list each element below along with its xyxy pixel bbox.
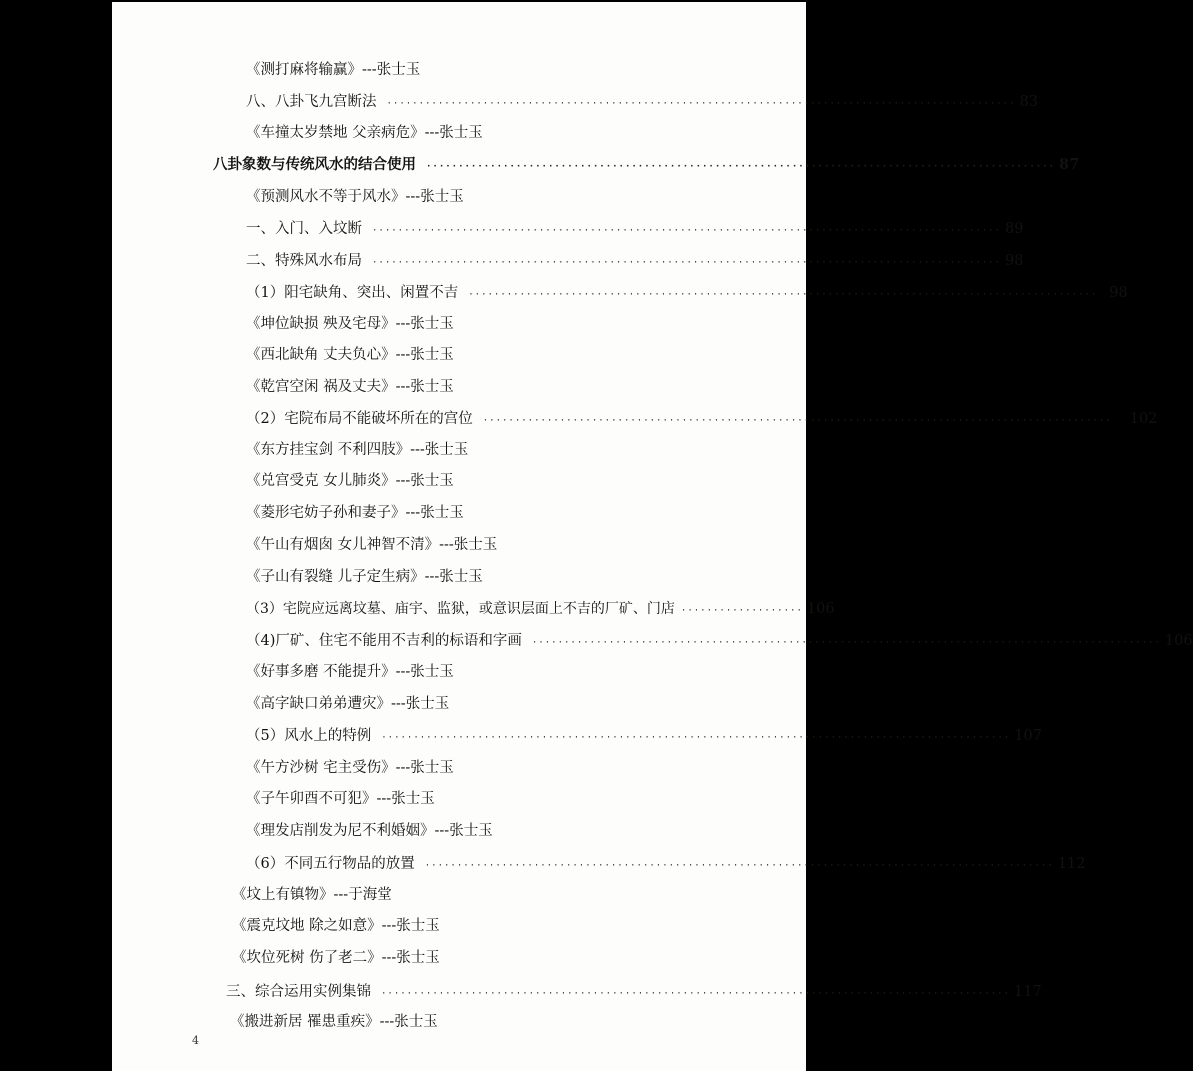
toc-entry [246,377,454,397]
leader-dots: ·································································································· [372,258,1002,268]
entry-text: （1）阳宅缺角、突出、闲置不吉 [246,285,459,301]
entry-text: 《乾宫空闲 祸及丈夫》---张士玉 [246,379,454,395]
entry-page: 83 [1019,94,1038,110]
entry-page: 89 [1005,221,1024,237]
entry-text: （6）不同五行物品的放置 [246,856,415,872]
toc-entry [246,631,1193,653]
entry-text: 《东方挂宝剑 不利四肢》---张士玉 [246,442,469,458]
entry-text: 《理发店削发为尼不利婚姻》---张士玉 [246,823,493,839]
entry-page: 112 [1057,856,1086,872]
toc-entry [226,982,1042,1004]
entry-text: （5）风水上的特例 [246,728,372,744]
entry-text: 八卦象数与传统风水的结合使用 [213,156,416,173]
toc-entry [246,409,1158,431]
entry-text: 《坟上有镇物》---于海堂 [232,887,392,903]
toc-entry [232,885,392,905]
leader-dots: ·································································································· [372,226,1002,236]
entry-text: 一、入门、入坟断 [246,221,362,237]
toc-entry [246,535,497,555]
toc-entry [246,283,1128,305]
toc-entry [246,789,435,809]
entry-text: 《兑宫受克 女儿肺炎》---张士玉 [246,473,454,489]
leader-dots: ·································································································· [381,733,1011,743]
entry-text: 《菱形宅妨子孙和妻子》---张士玉 [246,505,464,521]
page-number: 4 [192,1034,199,1047]
entry-text: （3）宅院应远离坟墓、庙宇、监狱，或意识层面上不吉的厂矿、门店 [246,601,675,617]
entry-page: 98 [1109,285,1128,301]
leader-dots: ·································································································· [482,416,1112,426]
leader-dots: ·································································································· [381,989,1011,999]
entry-text: （2）宅院布局不能破坏所在的宫位 [246,411,473,427]
entry-text: 《预测风水不等于风水》---张士玉 [246,189,464,205]
toc-entry [246,567,483,587]
leader-dots: ·································································································· [468,290,1098,300]
toc-entry [246,187,464,207]
entry-text: 《好事多磨 不能提升》---张士玉 [246,664,454,680]
entry-text: 《西北缺角 丈夫负心》---张士玉 [246,347,454,363]
entry-text: 二、特殊风水布局 [246,253,362,269]
leader-dots: ·································································································· [426,162,1056,172]
toc-entry [246,854,1086,876]
toc-entry [246,123,483,143]
toc-entry [246,92,1038,114]
toc-entry [246,662,454,682]
entry-text: 《坎位死树 伤了老二》---张士玉 [232,950,440,966]
entry-text: 三、综合运用实例集锦 [226,984,371,1000]
toc-entry [246,821,493,841]
entry-page: 117 [1014,984,1042,1000]
toc-entry [246,503,464,523]
toc-entry [246,726,1042,748]
toc-entry [246,440,468,460]
toc-entry [232,916,440,936]
entry-page: 98 [1005,253,1024,269]
entry-text: 《坤位缺损 殃及宅母》---张士玉 [246,316,454,332]
toc-entry [232,948,440,968]
entry-text: 《高字缺口弟弟遭灾》---张士玉 [246,696,450,712]
entry-text: 《测打麻将输赢》---张士玉 [246,62,421,78]
entry-page: 106 [1164,633,1193,649]
toc-entry [246,314,454,334]
leader-dots: ·································································································· [386,99,1016,109]
toc-entry [246,345,454,365]
entry-page: 107 [1014,728,1042,744]
entry-text: 《子山有裂缝 儿子定生病》---张士玉 [246,569,483,585]
entry-page: 106 [806,601,835,617]
document-page [112,2,1193,1071]
entry-text: （4)厂矿、住宅不能用不吉利的标语和字画 [246,633,522,649]
entry-text: 《子午卯酉不可犯》---张士玉 [246,791,435,807]
entry-text: 八、八卦飞九宫断法 [246,94,377,110]
entry-text: 《搬进新居 罹患重疾》---张士玉 [230,1014,438,1030]
entry-text: 《午方沙树 宅主受伤》---张士玉 [246,760,454,776]
toc-entry [213,155,1080,177]
leader-dots: ·································································································· [424,861,1054,871]
entry-text: 《车撞太岁禁地 父亲病危》---张士玉 [246,125,483,141]
entry-text: 《午山有烟囱 女儿神智不清》---张士玉 [246,537,498,553]
toc-entry [246,60,420,80]
toc-entry [246,694,449,714]
entry-page: 102 [1129,411,1158,427]
toc-entry [230,1012,438,1032]
entry-text: 《震克坟地 除之如意》---张士玉 [232,918,440,934]
toc-entry [246,758,454,778]
leader-dots: ··················· [680,606,803,616]
toc-entry [246,219,1024,241]
toc-entry [246,599,835,621]
toc-entry [246,251,1024,273]
entry-page: 87 [1059,156,1080,173]
toc-entry [246,471,454,491]
leader-dots: ·································································································· [531,638,1161,648]
